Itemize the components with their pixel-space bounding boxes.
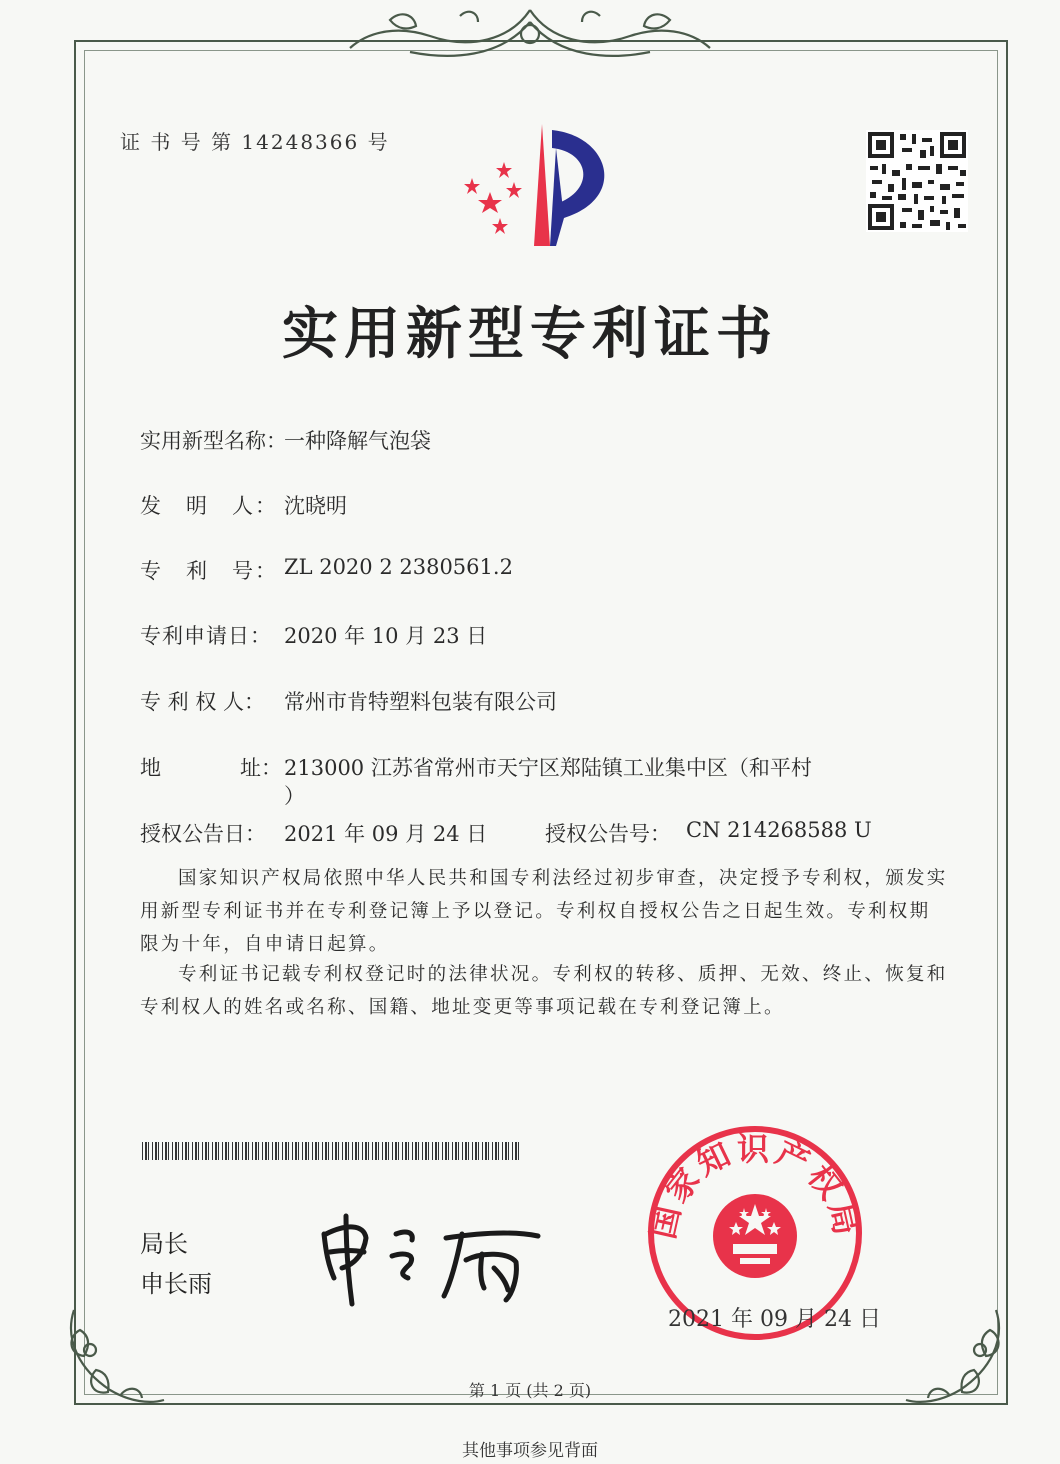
patentee-label: 专 利 权 人： [140,690,266,714]
name-label: 实用新型名称： [140,429,287,453]
filing-date-value: 2020 年 10 月 23 日 [284,624,488,648]
certificate-paragraph-1: 国家知识产权局依照中华人民共和国专利法经过初步审查，决定授予专利权，颁发实用新型专利证书并在专利登记簿上予以登记。专利权自授权公告之日起生效。专利权期限为十年，自申请日起算。 [140,868,948,955]
grant-date-label: 授权公告日： [140,822,266,846]
grant-number-label: 授权公告号： [545,822,671,846]
bottom-right-ornament [900,1300,1010,1420]
address-label-1: 地 [140,756,161,780]
inventor-label: 发 明 人： [140,494,278,518]
filing-date-label: 专利申请日： [140,624,272,648]
name-value: 一种降解气泡袋 [284,429,431,453]
patent-number-label: 专 利 号： [140,559,278,583]
qr-code [866,130,968,232]
barcode [142,1142,522,1160]
svg-text:国家知识产权局: 国家知识产权局 [643,1130,867,1243]
patentee-value: 常州市肯特塑料包装有限公司 [284,690,557,714]
director-name: 申长雨 [140,1270,212,1298]
address-label-2: 址： [240,756,282,780]
bottom-left-ornament [60,1300,170,1420]
address-value-line-1: 213000 江苏省常州市天宁区郑陆镇工业集中区（和平村 [284,756,812,780]
address-value-line-2: ） [284,784,305,808]
page-indicator: 第 1 页 (共 2 页) [468,1381,592,1400]
seal-date: 2021 年 09 月 24 日 [668,1307,881,1332]
patent-number-value: ZL 2020 2 2380561.2 [284,555,513,579]
back-note: 其他事项参见背面 [462,1441,598,1461]
grant-date-value: 2021 年 09 月 24 日 [284,822,488,846]
certificate-paragraph-2: 专利证书记载专利权登记时的法律状况。专利权的转移、质押、无效、终止、恢复和专利权人的姓名或名称、国籍、地址变更等事项记载在专利登记簿上。 [140,964,948,1018]
top-ornament [330,0,730,72]
director-signature [312,1194,552,1312]
certificate-number: 证 书 号 第 14248366 号 [120,130,390,154]
director-title: 局长 [140,1230,188,1258]
certificate-title: 实用新型专利证书 [282,301,778,367]
patent-office-logo [460,118,630,253]
grant-number-value: CN 214268588 U [686,818,872,842]
inventor-value: 沈晓明 [284,494,347,518]
